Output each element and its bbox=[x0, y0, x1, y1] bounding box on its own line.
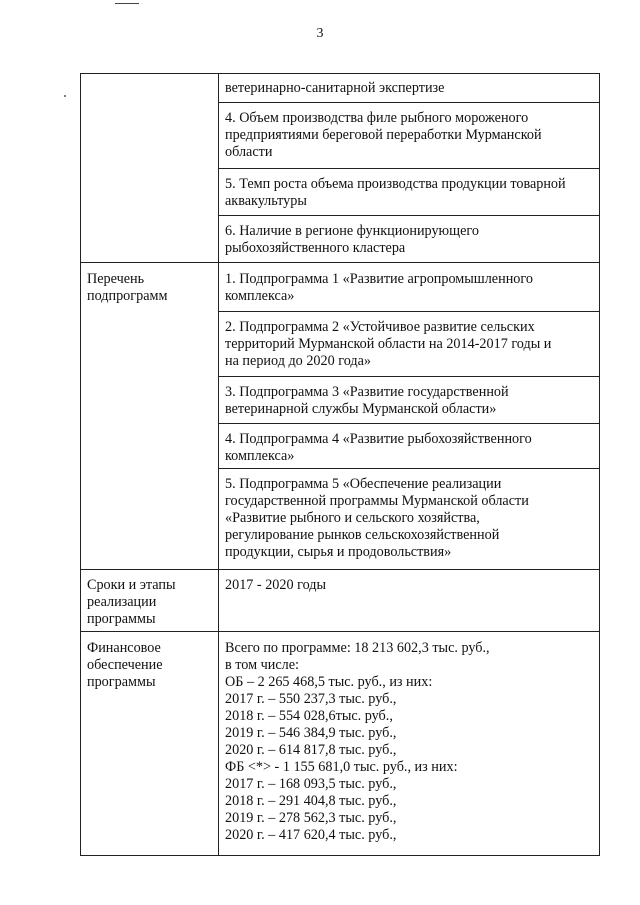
value-cell bbox=[219, 570, 600, 632]
value-cell bbox=[219, 216, 600, 263]
financing-line: 2018 г. – 554 028,6тыс. руб., bbox=[225, 708, 393, 724]
financing-line: 2018 г. – 291 404,8 тыс. руб., bbox=[225, 793, 397, 809]
value-cell bbox=[219, 169, 600, 216]
page-number: 3 bbox=[316, 26, 324, 41]
table-row bbox=[81, 263, 600, 312]
label-cell bbox=[81, 74, 219, 263]
value-cell bbox=[219, 263, 600, 312]
table-row bbox=[81, 74, 600, 103]
row-label-subprograms: Перечень подпрограмм bbox=[87, 271, 168, 304]
financing-line: ФБ <*> - 1 155 681,0 тыс. руб., из них: bbox=[225, 759, 458, 775]
financing-line: 2017 г. – 550 237,3 тыс. руб., bbox=[225, 691, 397, 707]
label-cell bbox=[81, 632, 219, 856]
table-row bbox=[81, 632, 600, 856]
value-cell bbox=[219, 377, 600, 424]
financing-line: в том числе: bbox=[225, 657, 299, 673]
terms-text: 2017 - 2020 годы bbox=[225, 577, 327, 593]
indicator-text: 5. Темп роста объема производства продукции товарной аквакультуры bbox=[225, 176, 566, 209]
scan-mark-line bbox=[115, 3, 139, 4]
row-label-terms: Сроки и этапы реализации программы bbox=[87, 577, 176, 627]
value-cell bbox=[219, 74, 600, 103]
scan-speck bbox=[64, 95, 66, 97]
financing-line: ОБ – 2 265 468,5 тыс. руб., из них: bbox=[225, 674, 433, 690]
indicator-text: ветеринарно-санитарной экспертизе bbox=[225, 80, 445, 96]
indicator-text: 6. Наличие в регионе функционирующего рыбохозяйственного кластера bbox=[225, 223, 479, 256]
subprogram-text: 3. Подпрограмма 3 «Развитие государственной ветеринарной службы Мурманской области» bbox=[225, 384, 509, 417]
financing-line: 2020 г. – 614 817,8 тыс. руб., bbox=[225, 742, 397, 758]
subprogram-text: 5. Подпрограмма 5 «Обеспечение реализации государственной программы Мурманской области «Развитие рыбного и сельского хозяйства, регулирование рынков сельскохозяйственной продукции, сырья и продовольствия» bbox=[225, 476, 529, 560]
row-label-financing: Финансовое обеспечение программы bbox=[87, 640, 163, 690]
label-cell bbox=[81, 570, 219, 632]
value-cell bbox=[219, 103, 600, 169]
indicator-text: 4. Объем производства филе рыбного мороженого предприятиями береговой переработки Мурманской области bbox=[225, 110, 542, 160]
value-cell bbox=[219, 469, 600, 570]
table-row bbox=[81, 570, 600, 632]
program-passport-table bbox=[80, 73, 600, 856]
financing-line: 2019 г. – 278 562,3 тыс. руб., bbox=[225, 810, 397, 826]
value-cell bbox=[219, 424, 600, 469]
value-cell bbox=[219, 312, 600, 377]
subprogram-text: 1. Подпрограмма 1 «Развитие агропромышленного комплекса» bbox=[225, 271, 533, 304]
label-cell bbox=[81, 263, 219, 570]
value-cell bbox=[219, 632, 600, 856]
financing-line: 2020 г. – 417 620,4 тыс. руб., bbox=[225, 827, 397, 843]
financing-lines bbox=[225, 640, 595, 844]
subprogram-text: 4. Подпрограмма 4 «Развитие рыбохозяйственного комплекса» bbox=[225, 431, 532, 464]
financing-line: Всего по программе: 18 213 602,3 тыс. руб., bbox=[225, 640, 490, 656]
financing-line: 2019 г. – 546 384,9 тыс. руб., bbox=[225, 725, 397, 741]
financing-line: 2017 г. – 168 093,5 тыс. руб., bbox=[225, 776, 397, 792]
subprogram-text: 2. Подпрограмма 2 «Устойчивое развитие сельских территорий Мурманской области на 2014-2017 годы и на период до 2020 года» bbox=[225, 319, 552, 369]
